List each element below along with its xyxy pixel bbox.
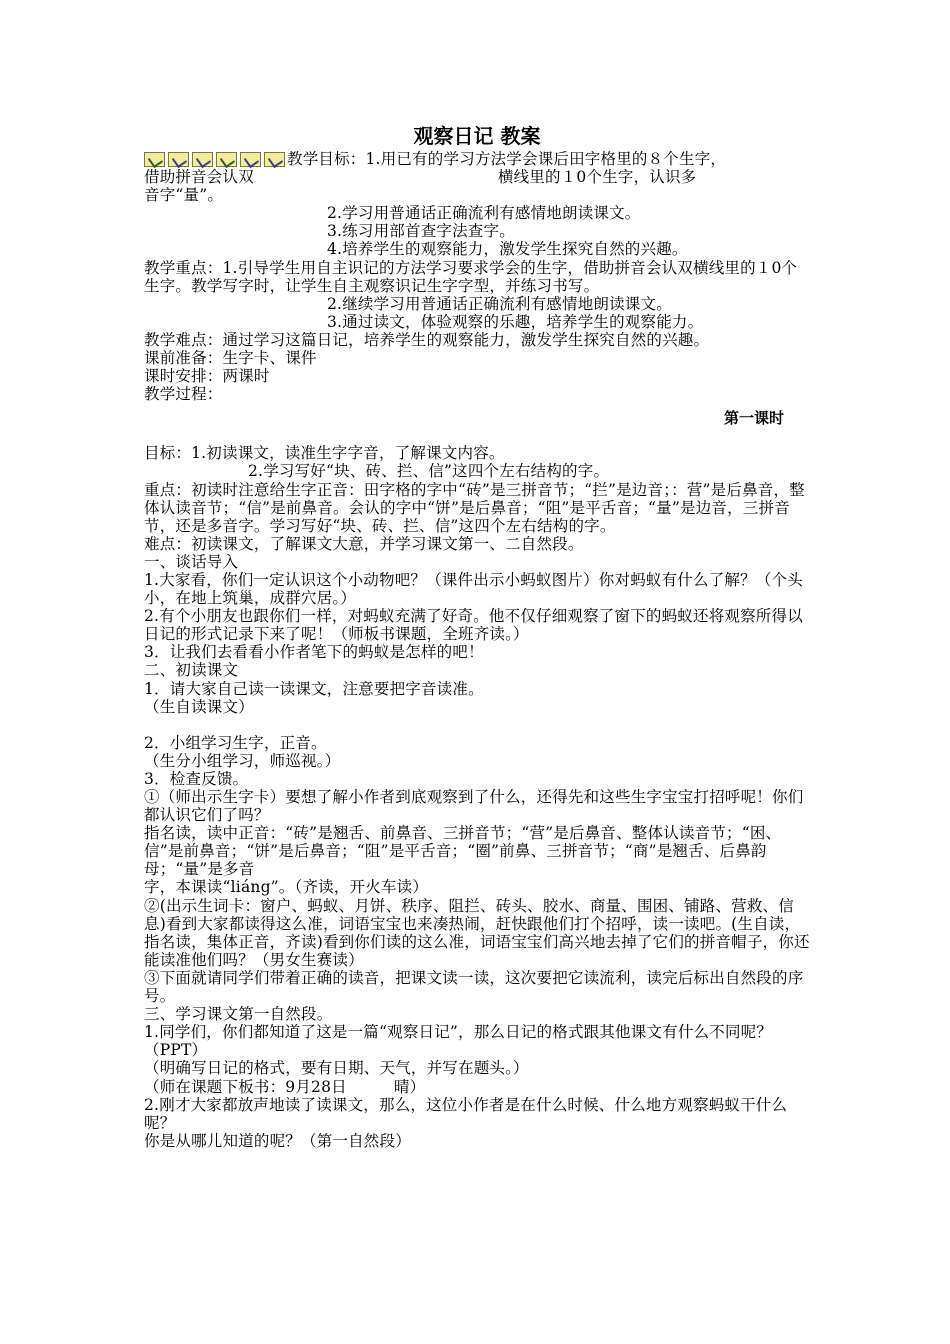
section-2-heading: 二、初读课文 [144, 661, 239, 680]
section-3-heading: 三、学习课文第一自然段。 [144, 1005, 333, 1024]
preparation: 课前准备：生字卡、课件 [144, 349, 317, 368]
lesson-1-heading: 第一课时 [723, 409, 784, 428]
lesson-1-goal-1: 目标：1.初读课文，读准生字字音，了解课文内容。 [144, 444, 505, 463]
section-1-item-3: 3．让我们去看看小作者笔下的蚂蚁是怎样的吧！ [144, 643, 484, 662]
section-2-item-3c: 字，本课读“liáng”。（齐读，开火车读） [144, 878, 429, 897]
lesson-1-difficulty: 难点：初读课文，了解课文大意，并学习课文第一、二自然段。 [144, 534, 584, 553]
section-2-item-2: 2．小组学习生字，正音。 [144, 733, 327, 752]
section-3-item-1c: （师在课题下板书：9月28日 晴） [144, 1077, 426, 1096]
section-2-item-3d: ②(出示生词卡：窗户、蚂蚁、月饼、秩序、阻拦、砖头、胶水、商量、围困、铺路、营救、信息)看到大家都读得这么准，词语宝宝也来凑热闹，赶快跟他们打个招呼，读一读吧。(生自读，指名读，集体正音，齐读)看到你们读的这么准，词语宝宝们高兴地去掉了它们的拼音帽子，你还能读准他们吗？（男女生赛读） [144, 896, 810, 969]
goal-2: 2.学习用普通话正确流利有感情地朗读课文。 [327, 204, 641, 223]
pencil-icon [240, 152, 261, 167]
pencil-icon [168, 152, 189, 167]
goal-4: 4.培养学生的观察能力，激发学生探究自然的兴趣。 [327, 240, 688, 259]
goal-3: 3.练习用部首查字法查字。 [327, 222, 515, 241]
section-2-item-3a: ①（师出示生字卡）要想了解小作者到底观察到了什么，还得先和这些生字宝宝打招呼呢！你们都认识它们了吗？ [144, 788, 804, 825]
lesson-1-key: 重点：初读时注意给生字正音：田字格的字中“砖”是三拼音节；“拦”是边音；：营”是后鼻音，整体认读音节；“信”是前鼻音。会认的字中“饼”是后鼻音；“阻”是平舌音；“量”是边音，三拼音节，还是多音字。学习写好“块、砖、拦、信”这四个左右结构的字。 [144, 480, 805, 535]
teaching-goals [144, 150, 810, 204]
process-heading: 教学过程： [144, 385, 223, 404]
schedule: 课时安排：两课时 [144, 367, 270, 386]
lesson-1-goal-2: 2.学习写好“块、砖、拦、信”这四个左右结构的字。 [248, 462, 610, 481]
document-title: 观察日记 教案 [413, 124, 541, 148]
key-point-3: 3.通过读文，体验观察的乐趣，培养学生的观察能力。 [327, 312, 704, 331]
difficulty: 教学难点：通过学习这篇日记，培养学生的观察能力，激发学生探究自然的兴趣。 [144, 330, 710, 349]
goal-1-cont2: 横线里的１0个生字，认识多 [497, 168, 697, 187]
document-page [144, 122, 810, 1150]
goal-1-text: 教学目标：1.用已有的学习方法学会课后田字格里的８个生字， [287, 150, 727, 168]
section-2-item-3b: 指名读，读中正音：“砖”是翘舌、前鼻音、三拼音节；“营”是后鼻音、整体认读音节；“困、信”是前鼻音；“饼”是后鼻音；“阻”是平舌音；“圈”前鼻、三拼音节；“商”是翘舌、后鼻韵母；“量”是多音 [144, 824, 782, 879]
section-3-item-1b: （明确写日记的格式，要有日期、天气，并写在题头。） [144, 1059, 529, 1078]
section-2-item-3e: ③下面就请同学们带着正确的读音，把课文读一读，这次要把它读流利，读完后标出自然段的序号。 [144, 968, 804, 1006]
section-2-item-2-note: （生分小组学习，师巡视。） [144, 751, 341, 770]
section-1-item-1: 1.大家看，你们一定认识这个小动物吧？（课件出示小蚂蚁图片）你对蚂蚁有什么了解？（个头小，在地上筑巢，成群穴居。） [144, 570, 803, 608]
goal-1-end: 音字“量”。 [144, 186, 224, 205]
section-2-item-1: 1．请大家自己读一读课文，注意要把字音读准。 [144, 679, 484, 698]
pencil-check-icon [216, 152, 237, 167]
section-3-item-1: 1.同学们，你们都知道了这是一篇“观察日记”，那么日记的格式跟其他课文有什么不同呢？（PPT） [144, 1023, 773, 1060]
section-2-item-3: 3．检查反馈。 [144, 769, 249, 788]
goal-1-cont: 借助拼音会认双 [144, 168, 254, 187]
key-point-1: 教学重点：1.引导学生用自主识记的方法学习要求学会的生字，借助拼音会认双横线里的１0个生字。教学写字时，让学生自主观察识记生字字型，并练习书写。 [144, 258, 798, 295]
section-3-item-2b: 你是从哪儿知道的呢？（第一自然段） [144, 1131, 411, 1150]
section-1-item-2: 2.有个小朋友也跟你们一样，对蚂蚁充满了好奇。他不仅仔细观察了窗下的蚂蚁还将观察所得以日记的形式记录下来了呢！（师板书课题，全班齐读。） [144, 607, 803, 644]
pencil-icon [192, 152, 213, 167]
pencil-icon [264, 152, 285, 167]
pencil-check-icon [144, 152, 165, 167]
decorative-icons [144, 152, 285, 167]
section-1-heading: 一、谈话导入 [144, 552, 239, 571]
section-3-item-2: 2.刚才大家都放声地读了读课文，那么，这位小作者是在什么时候、什么地方观察蚂蚁干什么呢？ [144, 1095, 788, 1132]
key-point-2: 2.继续学习用普通话正确流利有感情地朗读课文。 [327, 294, 672, 313]
section-2-item-1-note: （生自读课文） [144, 697, 254, 716]
